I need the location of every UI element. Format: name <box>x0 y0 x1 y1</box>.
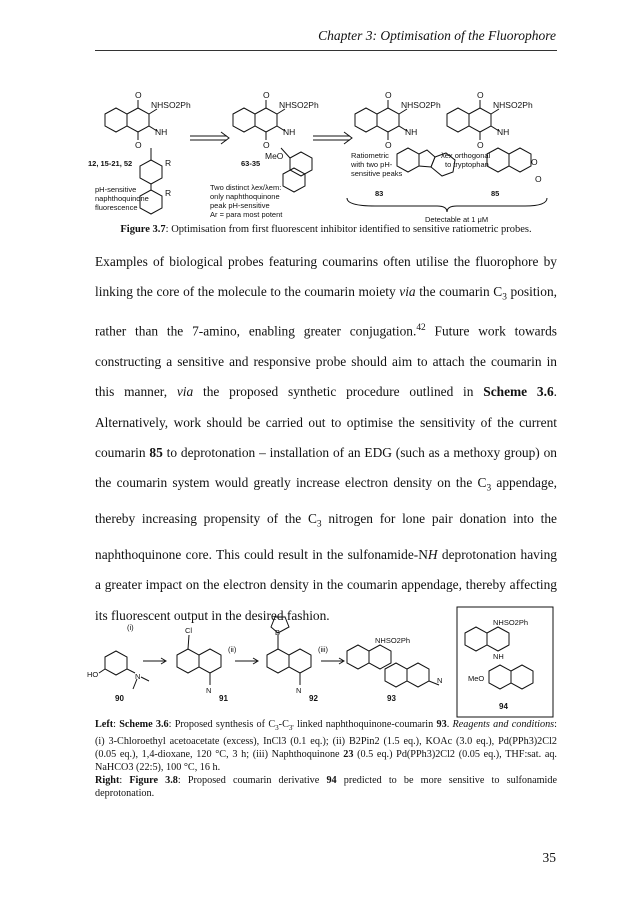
cmpd91-n: N <box>206 686 212 695</box>
compound-2-note-4: Ar = para most potent <box>210 210 283 219</box>
caption-left-text-c: linked naphthoquinone-coumarin <box>293 719 437 730</box>
c3-nh: NH <box>405 127 418 137</box>
bracket-label: Detectable at 1 μM <box>425 215 489 224</box>
cmpd91-cl: Cl <box>185 626 193 635</box>
compound-1-note-1: pH-sensitive <box>95 185 137 194</box>
compound-2-structure <box>233 100 312 192</box>
compound-3-note-3: sensitive peaks <box>351 169 403 178</box>
body-text-via-1: via <box>399 284 416 300</box>
c2-sulfonamide: NHSO2Ph <box>279 100 319 110</box>
cmpd93-sulfonamide: NHSO2Ph <box>375 636 411 645</box>
caption-right-text-b: predicted to be more sensitive to sulfonamide deprotonation. <box>95 775 557 800</box>
caption-left-text-b: -C <box>278 719 289 730</box>
compound-3-id: 83 <box>375 189 384 198</box>
caption-right-compound: 94 <box>326 775 337 787</box>
caption-left-text-d: . <box>446 719 453 730</box>
cmpd90-n: N <box>135 672 141 681</box>
body-sub-3: 3 <box>316 519 322 530</box>
cmpd92-b: B <box>275 628 281 637</box>
c1-o-bottom: O <box>135 140 142 150</box>
body-text-9: nitrogen for lone pair donation into the naphthoquinone core. This could result in the sulfonamide-N <box>95 511 557 563</box>
body-sub-1: 3 <box>502 292 507 303</box>
body-text-6: . Alternatively, work should be carried out to optimise the sensitivity of the current coumarin <box>95 384 557 460</box>
c4-o-carbonyl: O <box>535 174 542 184</box>
c1-nh: NH <box>155 127 168 137</box>
caption-compound-23: 23 <box>343 749 354 761</box>
figure-3-7-caption-text: : Optimisation from first fluorescent inhibitor identified to sensitive ratiometric probes. <box>165 224 532 235</box>
body-text-2: the coumarin C <box>415 284 503 300</box>
body-compound-ref: 85 <box>149 444 163 460</box>
figure-3-7 <box>85 62 557 240</box>
body-paragraph <box>95 247 557 631</box>
compound-4-note-2: to tryptophan <box>445 160 489 169</box>
caption-left-scheme: Scheme 3.6 <box>119 719 169 730</box>
c1-sulfonamide: NHSO2Ph <box>151 100 191 110</box>
cmpd94-nh: NH <box>493 652 504 661</box>
c4-o-ring: O <box>531 157 538 167</box>
caption-left-text-a: : Proposed synthesis of C <box>168 719 276 730</box>
scheme-3-6 <box>85 605 557 720</box>
compound-94-id: 94 <box>499 702 508 711</box>
caption-reagents-label: Reagents and conditions <box>452 719 555 730</box>
compound-1-note-3: fluorescence <box>95 203 138 212</box>
cmpd94-meo: MeO <box>468 674 485 683</box>
c1-o-top: O <box>135 90 142 100</box>
compound-1-note-2: naphthoquinone <box>95 194 149 203</box>
compound-3-note-1: Ratiometric <box>351 151 389 160</box>
body-text-via-2: via <box>176 384 194 400</box>
compound-1-id: 12, 15-21, 52 <box>88 159 133 168</box>
header-rule <box>95 50 557 51</box>
compound-92-id: 92 <box>309 694 318 703</box>
c3-o-bottom: O <box>385 140 392 150</box>
compound-2-note-3: peak pH-sensitive <box>210 201 270 210</box>
cmpd93-n: N <box>437 676 443 685</box>
caption-right-figure: Figure 3.8 <box>129 775 178 787</box>
caption-left-compound: 93 <box>436 719 447 730</box>
compound-2-note-1: Two distinct λex/λem: <box>210 183 282 192</box>
caption-conditions: : (i) 3-Chloroethyl acetoacetate (excess), InCl3 (0.1 eq.); (ii) B2Pin2 (1.5 eq.), KOAc (3.0 eq.), Pd(PPh3)2Cl2 (0.05 eq.), 1,4-dioxane, 120 °C, 3 h; (iii) Naphthoquinone <box>95 719 557 761</box>
c2-o-top: O <box>263 90 270 100</box>
c4-nh: NH <box>497 127 510 137</box>
step-1-label: (i) <box>127 623 134 632</box>
compound-93-id: 93 <box>387 694 396 703</box>
cmpd92-n: N <box>296 686 302 695</box>
body-text-h: H <box>427 547 438 563</box>
cmpd90-ho: HO <box>87 670 99 679</box>
compound-91-id: 91 <box>219 694 228 703</box>
c3-sulfonamide: NHSO2Ph <box>401 100 441 110</box>
c3-o-top: O <box>385 90 392 100</box>
body-text-10: deprotonation having a greater impact on the electron density in the coumarin appendage, thereby affecting its fluorescent output in the desired fashion. <box>95 547 557 623</box>
arrows <box>190 132 352 144</box>
compound-90-id: 90 <box>115 694 124 703</box>
body-scheme-ref: Scheme 3.6 <box>483 384 554 400</box>
step-2-label: (ii) <box>228 645 237 654</box>
figure-3-7-label: Figure 3.7 <box>120 224 166 235</box>
body-sub-2: 3 <box>486 483 492 494</box>
step-3-label: (iii) <box>318 645 328 654</box>
scheme-caption: Left: Scheme 3.6: Proposed synthesis of $C_3-C_{3'}$ linked naphthoquinone-coumarin 93. Reagents and conditions: (i) 3-Chloroethyl acetoacetate (excess), InCl3 (0.1 eq.); (ii) B2Pin2 (1.5 eq.), KOAc (3.0 eq.), Pd(PPh3)2Cl2 (0.05 eq.), 1,4-dioxane, 120 °C, 3 h; (iii) Naphthoquinone 23 (0.5 eq.) Pd(PPh3)2Cl2 (0.05 eq.), THF:sat. aq. NaHCO3 (22:5), 100 °C, 16 h. Right: Figure 3.8: Proposed coumarin derivative 94 predicted to be more sensitive to sulfonamide deprotonation. <box>95 719 557 800</box>
caption-right-text-a: : Proposed coumarin derivative <box>177 775 327 787</box>
caption-right-label: Right <box>95 775 120 787</box>
compound-4-id: 85 <box>491 189 500 198</box>
body-text-8: appendage, thereby increasing propensity of the C <box>95 475 557 527</box>
bracket <box>347 198 547 212</box>
compound-2-note-2: only naphthoquinone <box>210 192 280 201</box>
page-number: 35 <box>542 850 556 865</box>
caption-conditions-b: (0.5 eq.) Pd(PPh3)2Cl2 (0.05 eq.), THF:sat. aq. NaHCO3 (22:5), 100 °C, 16 h. <box>95 749 557 774</box>
c1-r2: R <box>165 188 172 198</box>
caption-left-sub-b: 3' <box>288 724 294 733</box>
c2-nh: NH <box>283 127 296 137</box>
c2-o-bottom: O <box>263 140 270 150</box>
compound-4-note-1: λex orthogonal <box>441 151 491 160</box>
body-text-5: the proposed synthetic procedure outlined in <box>193 384 484 400</box>
c4-sulfonamide: NHSO2Ph <box>493 100 533 110</box>
caption-left-sub-a: 3 <box>275 724 279 733</box>
body-text-7: to deprotonation – installation of an EDG (such as a methoxy group) on the coumarin system would greatly increase electron density on the C <box>95 444 557 491</box>
figure-3-7-caption <box>95 224 557 235</box>
c4-o-bottom: O <box>477 140 484 150</box>
compound-3-note-2: with two pH- <box>351 160 393 169</box>
body-reference: 42 <box>416 323 426 334</box>
caption-left-label: Left <box>95 719 114 730</box>
chapter-header: Chapter 3: Optimisation of the Fluorophore <box>318 28 556 43</box>
c1-r1: R <box>165 158 172 168</box>
body-text-1: Examples of biological probes featuring coumarins often utilise the fluorophore by linking the core of the molecule to the coumarin moiety <box>95 254 557 300</box>
body-text-3: position, rather than the 7-amino, enabling greater conjugation. <box>95 284 558 339</box>
c4-o-top: O <box>477 90 484 100</box>
c2-meo: MeO <box>265 151 284 161</box>
body-text-4: Future work towards constructing a sensitive and responsive probe should aim to attach the coumarin in this manner, <box>95 323 557 400</box>
cmpd94-sulfonamide: NHSO2Ph <box>493 618 529 627</box>
compound-2-id: 63-35 <box>241 159 261 168</box>
